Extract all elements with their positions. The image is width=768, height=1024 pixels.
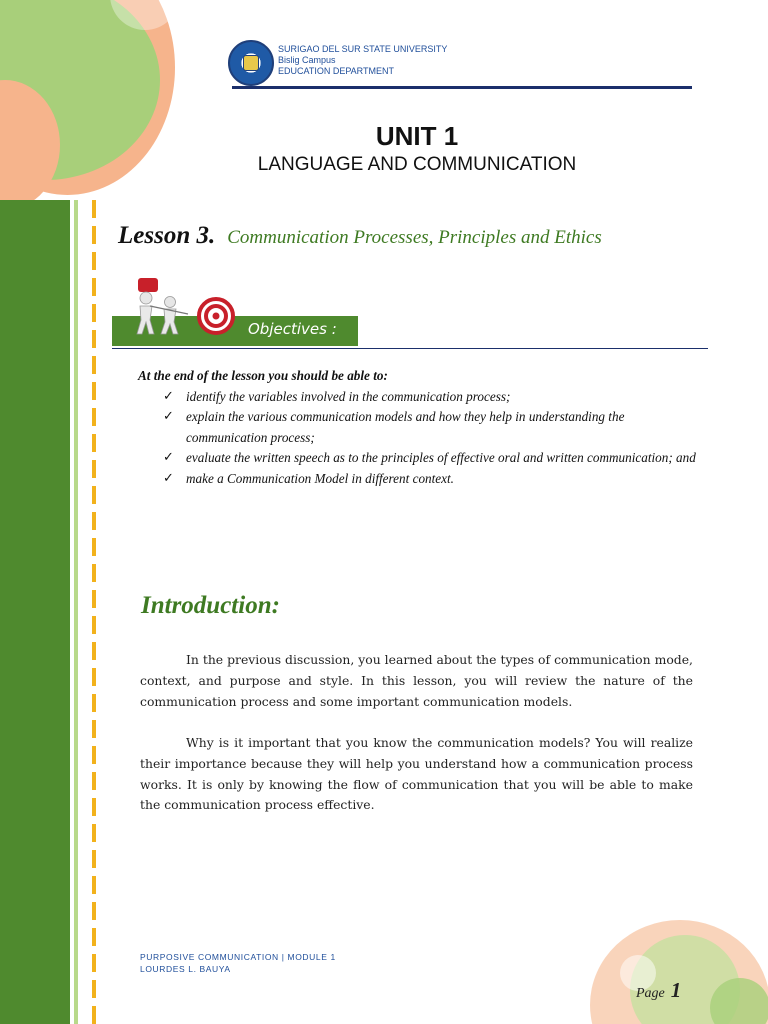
checkmark-icon: ✓ <box>163 470 174 486</box>
objective-text: evaluate the written speech as to the principles of effective oral and written communication; and <box>186 450 696 465</box>
introduction-title: Introduction: <box>141 592 280 619</box>
objectives-list <box>138 387 698 490</box>
footer <box>140 951 336 975</box>
objectives-illustration-icon <box>128 276 238 338</box>
department-name: EDUCATION DEPARTMENT <box>278 66 395 76</box>
intro-paragraph-2: Why is it important that you know the communication models? You will realize their importance because they will help you understand how a communication process works. It is only by knowing the flow of communication that you will be able to make the communication process effective. <box>140 735 693 813</box>
lesson-number: Lesson 3. <box>118 222 216 249</box>
intro-paragraph-1: In the previous discussion, you learned about the types of communication mode, context, and purpose and style. In this lesson, you will review the nature of the communication process and some important communication models. <box>140 652 693 709</box>
unit-title: UNIT 1 <box>375 121 459 151</box>
bottom-right-decoration <box>560 900 768 1024</box>
objective-text: make a Communication Model in different context. <box>186 470 454 486</box>
footer-course: PURPOSIVE COMMUNICATION | MODULE 1 <box>140 952 336 962</box>
left-green-bar <box>0 200 70 1024</box>
objectives-lead: At the end of the lesson you should be able to: <box>138 368 388 383</box>
checkmark-icon: ✓ <box>163 409 174 424</box>
list-item <box>138 448 698 469</box>
target-icon <box>199 299 233 333</box>
page-number: 1 <box>670 978 682 1002</box>
left-green-stripe <box>74 200 78 1024</box>
header-block <box>278 44 447 77</box>
objectives-rule <box>112 348 708 349</box>
university-name: SURIGAO DEL SUR STATE UNIVERSITY <box>278 44 448 54</box>
objective-text: explain the various communication models and how they help in understanding the communication process; <box>186 409 625 445</box>
list-item <box>138 407 698 448</box>
objective-text: identify the variables involved in the communication process; <box>186 388 511 404</box>
lesson-title: Communication Processes, Principles and Ethics <box>227 227 602 248</box>
footer-author: LOURDES L. BAUYA <box>140 964 231 974</box>
list-item <box>138 469 698 490</box>
unit-subtitle: LANGUAGE AND COMMUNICATION <box>257 154 577 175</box>
left-dashed-line <box>92 200 96 1024</box>
objectives-label: Objectives : <box>248 320 337 338</box>
university-seal-icon <box>228 40 274 86</box>
page-number-label <box>636 978 681 1003</box>
checkmark-icon: ✓ <box>163 388 174 404</box>
lesson-heading <box>118 222 602 250</box>
list-item <box>138 387 698 408</box>
header-rule <box>232 86 692 89</box>
page-word: Page <box>636 986 665 1001</box>
objectives-section <box>138 366 698 489</box>
campus-name: Bislig Campus <box>278 55 336 65</box>
checkmark-icon: ✓ <box>163 450 174 465</box>
